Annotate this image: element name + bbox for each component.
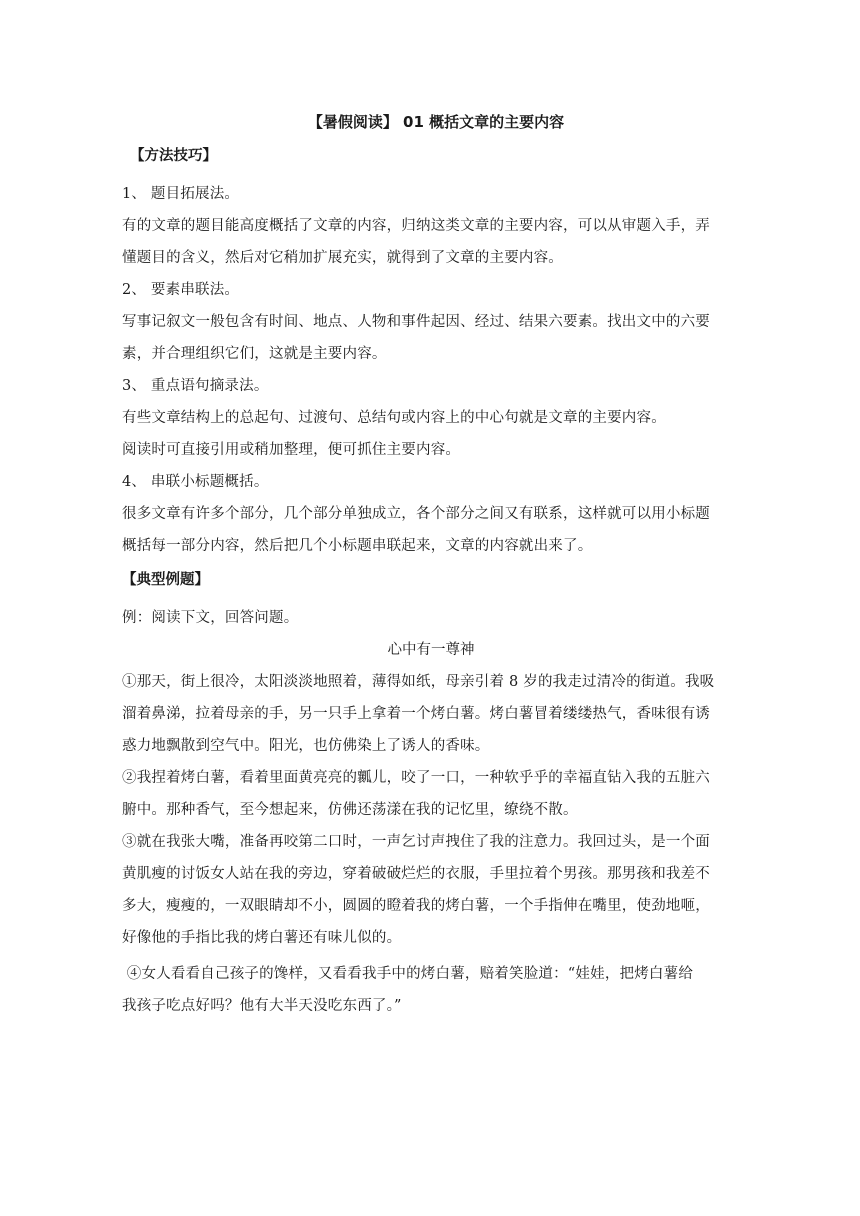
method-item-text-line: 素，并合理组织它们，这就是主要内容。 <box>122 346 387 362</box>
method-item-1 <box>122 178 740 274</box>
method-item-text-line: 概括每一部分内容，然后把几个小标题串联起来，文章的内容就出来了。 <box>122 538 593 554</box>
story-line: 溜着鼻涕，拉着母亲的手，另一只手上拿着一个烤白薯。烤白薯冒着缕缕热气，香味很有诱 <box>122 706 710 722</box>
story-line: ③就在我张大嘴，准备再咬第二口时，一声乞讨声拽住了我的注意力。我回过头，是一个面 <box>122 834 710 850</box>
story-line: 腑中。那种香气，至今想起来，仿佛还荡漾在我的记忆里，缭绕不散。 <box>122 802 578 818</box>
story-paragraph-2 <box>122 762 740 826</box>
method-item-label: 2、 要素串联法。 <box>122 282 240 298</box>
story-line: 惑力地飘散到空气中。阳光，也仿佛染上了诱人的香味。 <box>122 738 490 754</box>
example-heading: 【典型例题】 <box>122 572 209 588</box>
example-intro: 例：阅读下文，回答问题。 <box>122 610 299 626</box>
method-item-label: 1、 题目拓展法。 <box>122 186 240 202</box>
document-page <box>122 112 740 1022</box>
story-line: ①那天，街上很冷，太阳淡淡地照着，薄得如纸，母亲引着 8 岁的我走过清冷的街道。我吸 <box>122 674 715 690</box>
method-item-text-line: 有的文章的题目能高度概括了文章的内容，归纳这类文章的主要内容，可以从审题入手，弄 <box>122 218 710 234</box>
story-paragraph-1 <box>122 666 740 762</box>
story-paragraph-3 <box>122 826 740 954</box>
method-item-label: 3、 重点语句摘录法。 <box>122 378 269 394</box>
story-line: 多大，瘦瘦的，一双眼睛却不小，圆圆的瞪着我的烤白薯，一个手指伸在嘴里，使劲地咂， <box>122 898 710 914</box>
method-item-text-line: 很多文章有许多个部分，几个部分单独成立，各个部分之间又有联系，这样就可以用小标题 <box>122 506 710 522</box>
method-item-label: 4、 串联小标题概括。 <box>122 474 269 490</box>
story-line: 黄肌瘦的讨饭女人站在我的旁边，穿着破破烂烂的衣服，手里拉着个男孩。那男孩和我差不 <box>122 866 710 882</box>
story-line: ④女人看看自己孩子的馋样，又看看我手中的烤白薯，赔着笑脸道：“娃娃，把烤白薯给 <box>122 966 694 982</box>
method-item-4 <box>122 466 740 562</box>
method-heading: 【方法技巧】 <box>130 148 217 164</box>
document-title: 【暑假阅读】 01 概括文章的主要内容 <box>307 113 565 131</box>
method-item-text-line: 懂题目的含义，然后对它稍加扩展充实，就得到了文章的主要内容。 <box>122 250 563 266</box>
story-line: 我孩子吃点好吗？他有大半天没吃东西了。” <box>122 998 402 1014</box>
method-item-2 <box>122 274 740 370</box>
method-item-3 <box>122 370 740 466</box>
method-item-text-line: 有些文章结构上的总起句、过渡句、总结句或内容上的中心句就是文章的主要内容。 <box>122 410 666 426</box>
story-line: ②我捏着烤白薯，看着里面黄亮亮的瓤儿，咬了一口，一种软乎乎的幸福直钻入我的五脏六 <box>122 770 710 786</box>
method-item-text-line: 写事记叙文一般包含有时间、地点、人物和事件起因、经过、结果六要素。找出文中的六要 <box>122 314 710 330</box>
story-title: 心中有一尊神 <box>387 642 475 658</box>
story-line: 好像他的手指比我的烤白薯还有味儿似的。 <box>122 930 402 946</box>
method-item-text-line: 阅读时可直接引用或稍加整理，便可抓住主要内容。 <box>122 442 461 458</box>
story-paragraph-4 <box>122 958 740 1022</box>
